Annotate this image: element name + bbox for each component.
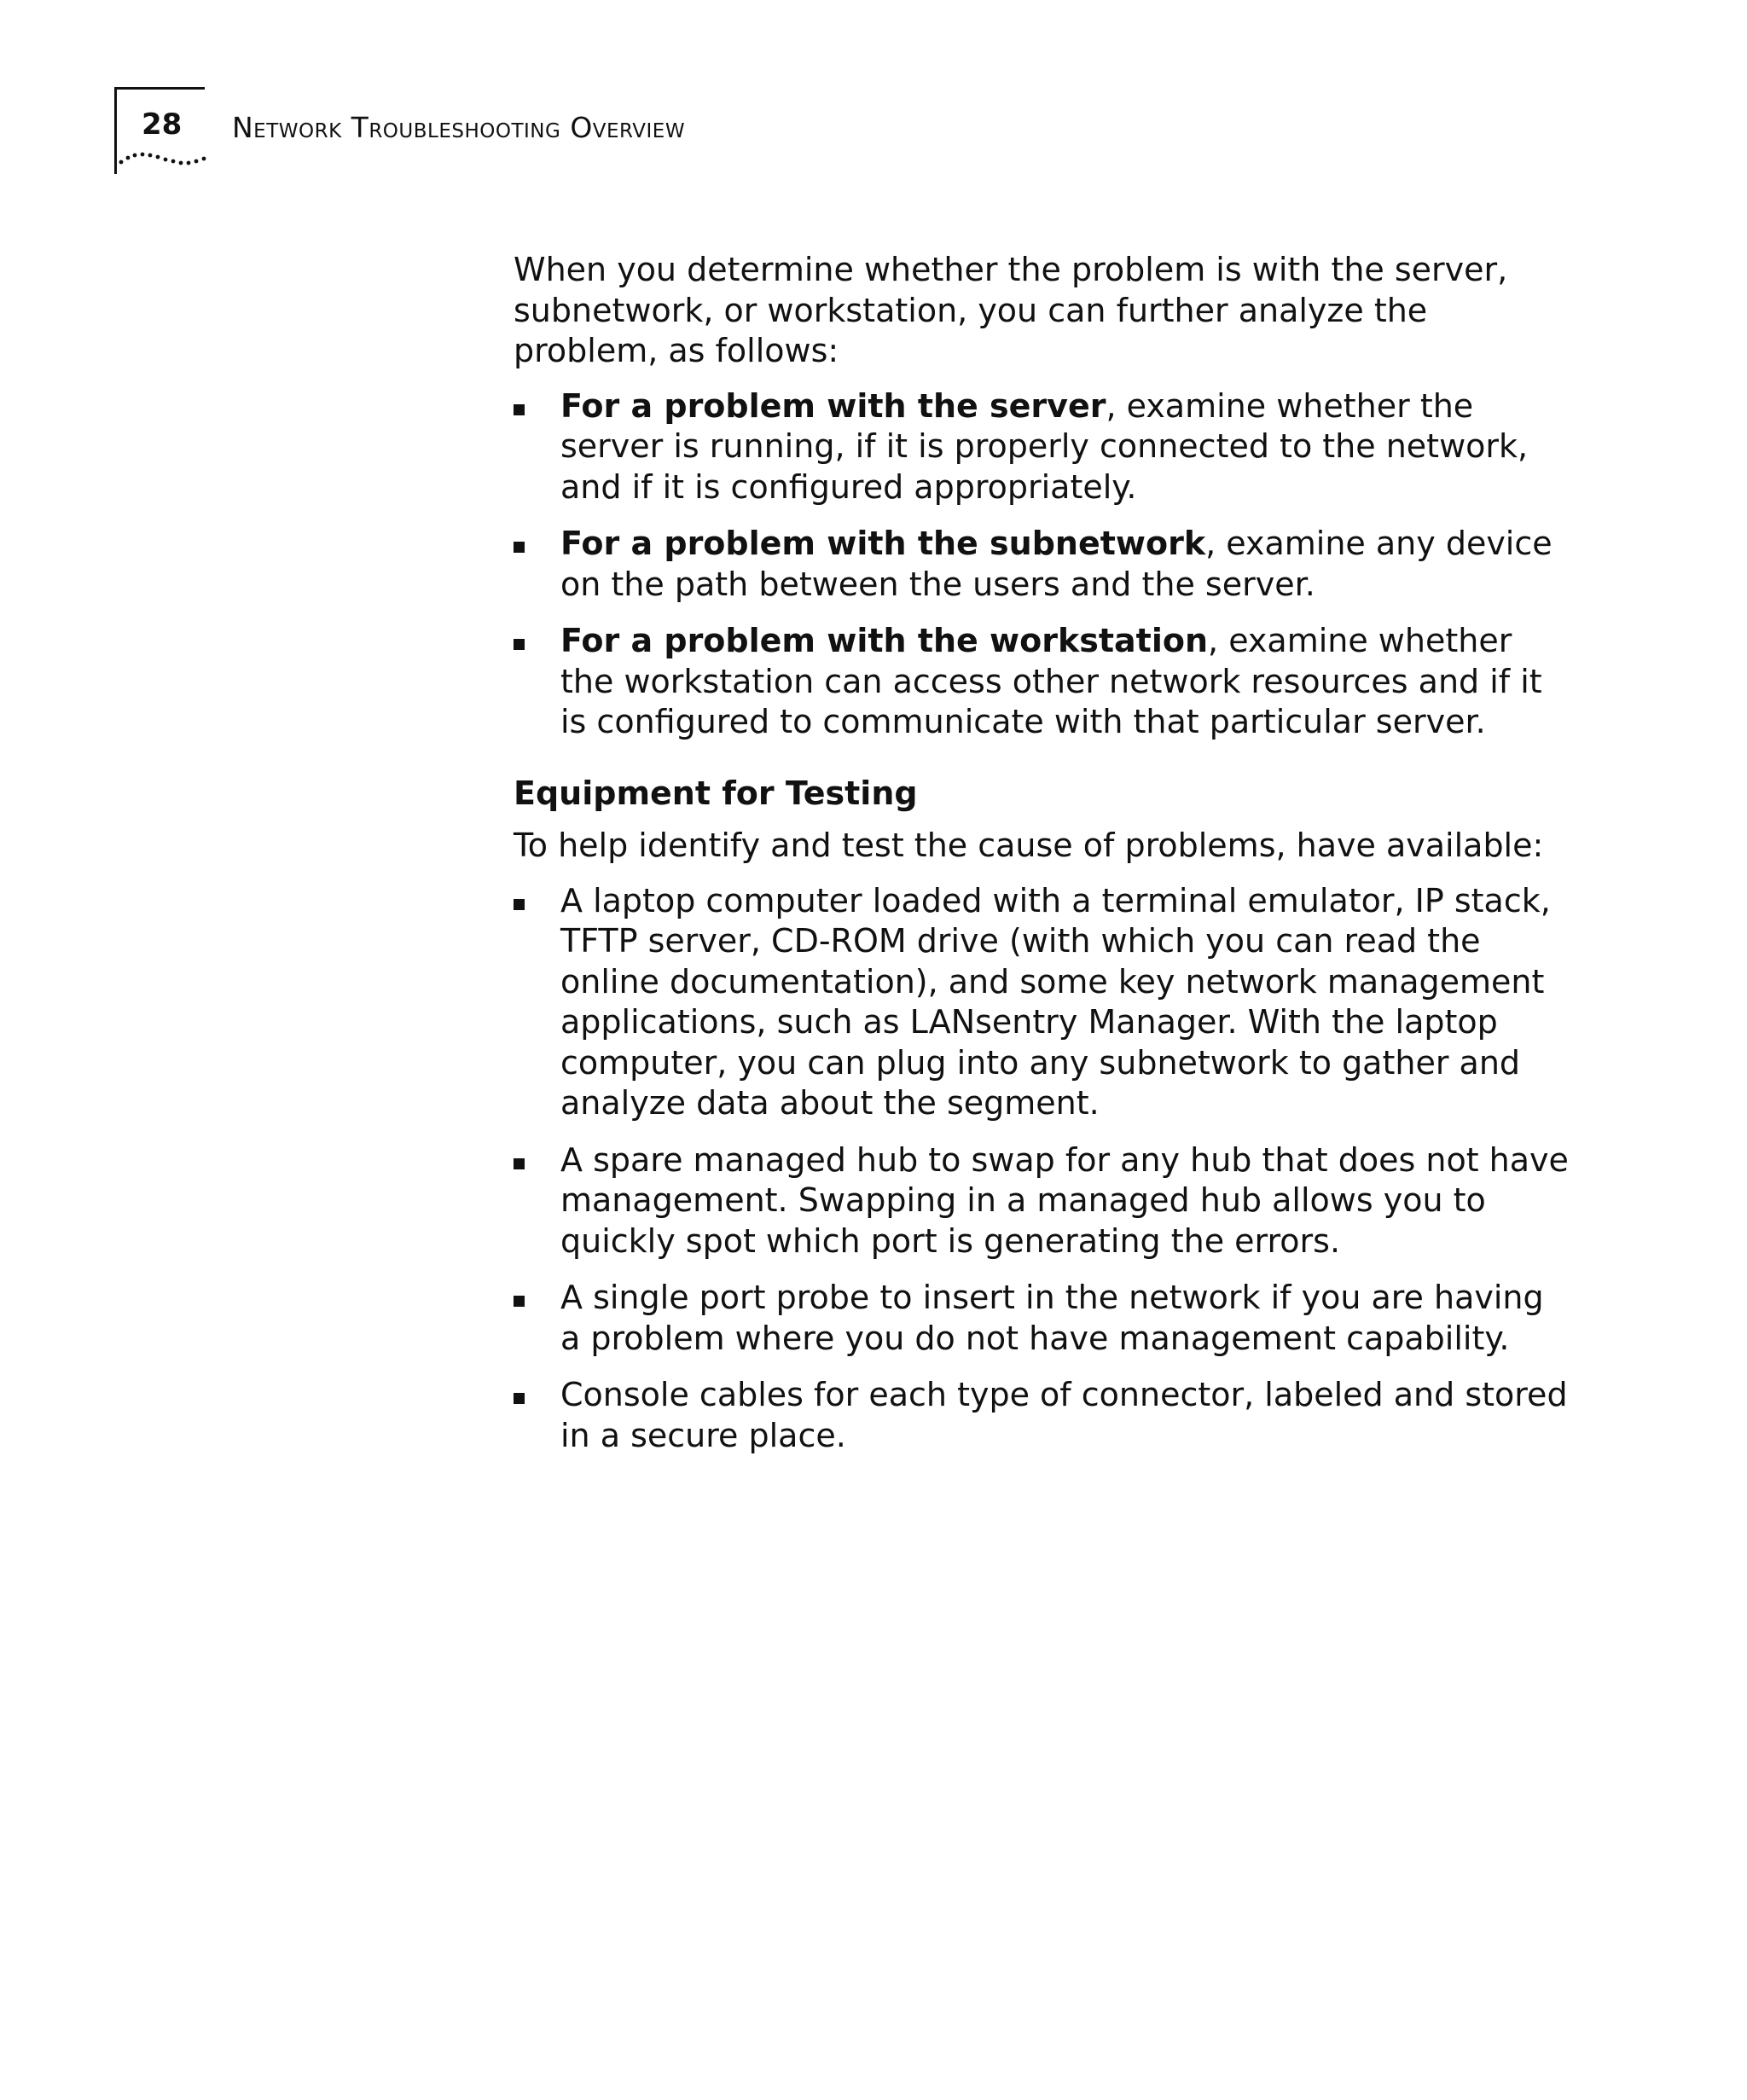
list-item xyxy=(514,524,1571,605)
page-content xyxy=(514,250,1571,1472)
square-bullet-icon xyxy=(514,404,525,415)
square-bullet-icon xyxy=(514,542,525,553)
list-item xyxy=(514,386,1571,508)
equipment-list xyxy=(514,881,1571,1457)
bullet-lead: For a problem with the subnetwork xyxy=(560,525,1206,562)
equipment-intro: To help identify and test the cause of problems, have available: xyxy=(514,827,1544,864)
bullet-text: Console cables for each type of connector, labeled and stored in a secure place. xyxy=(560,1376,1568,1454)
running-head: Network Troubleshooting Overview xyxy=(232,111,686,144)
page-number: 28 xyxy=(142,107,183,142)
square-bullet-icon xyxy=(514,1393,525,1404)
bullet-text: A single port probe to insert in the network if you are having a problem where you do not have management capability. xyxy=(560,1279,1544,1357)
dotted-curve-ornament xyxy=(117,145,211,174)
analysis-list xyxy=(514,386,1571,743)
bullet-text: , examine any device on the path between the users and the server. xyxy=(560,525,1553,603)
bullet-lead: For a problem with the server xyxy=(560,386,1106,425)
intro-paragraph: When you determine whether the problem is with the server, subnetwork, or workstation, you can further analyze the problem, as follows: xyxy=(514,251,1508,369)
list-item xyxy=(514,881,1571,1124)
bullet-text: , examine whether the server is running, if it is properly connected to the network, and if it is configured appropriately. xyxy=(560,386,1529,506)
bullet-text: A laptop computer loaded with a terminal emulator, IP stack, TFTP server, CD-ROM drive (with which you can read the online documentation), and some key network management applications, such as LANsentry Manager. With the laptop computer, you can plug into any subnetwork to gather and analyze data about the segment. xyxy=(560,881,1551,1122)
list-item xyxy=(514,1278,1571,1359)
bullet-text: , examine whether the workstation can access other network resources and if it is configured to communicate with that particular server. xyxy=(560,622,1542,740)
section-heading: Equipment for Testing xyxy=(514,774,918,812)
bullet-text: A spare managed hub to swap for any hub that does not have management. Swapping in a managed hub allows you to quickly spot which port is generating the errors. xyxy=(560,1140,1569,1260)
square-bullet-icon xyxy=(514,1296,525,1307)
bullet-lead: For a problem with the workstation xyxy=(560,622,1209,659)
square-bullet-icon xyxy=(514,899,525,910)
square-bullet-icon xyxy=(514,639,525,650)
list-item xyxy=(514,1140,1571,1262)
list-item xyxy=(514,1375,1571,1456)
square-bullet-icon xyxy=(514,1158,525,1169)
list-item xyxy=(514,621,1571,743)
